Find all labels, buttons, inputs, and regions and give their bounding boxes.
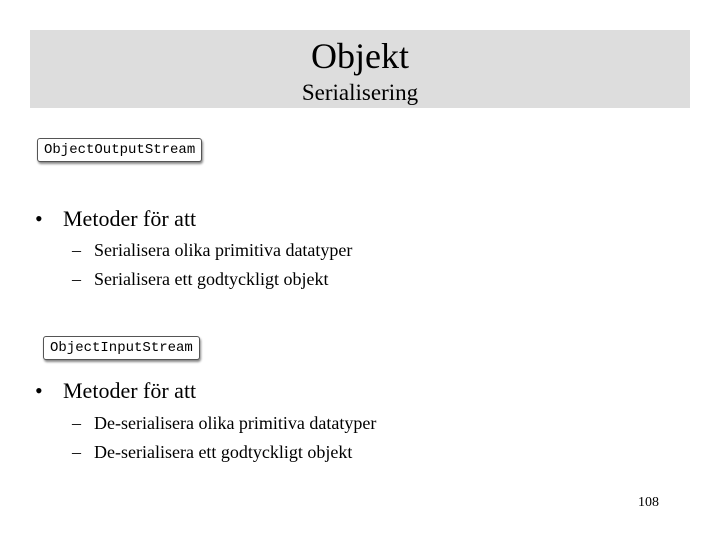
sub-item bbox=[72, 239, 352, 261]
class-name-box-input: ObjectInputStream bbox=[43, 336, 200, 360]
dash-icon: – bbox=[72, 413, 81, 433]
sub-item bbox=[72, 412, 376, 434]
sub-item bbox=[72, 268, 328, 290]
bullet-icon: • bbox=[35, 206, 43, 231]
sub-item-text: Serialisera ett godtyckligt objekt bbox=[94, 269, 329, 289]
bullet-item bbox=[35, 206, 196, 232]
slide-header bbox=[30, 30, 690, 108]
bullet-text: Metoder för att bbox=[63, 206, 197, 231]
sub-item-text: De-serialisera olika primitiva datatyper bbox=[94, 413, 377, 433]
sub-item-text: De-serialisera ett godtyckligt objekt bbox=[94, 442, 353, 462]
page-number: 108 bbox=[638, 495, 659, 510]
dash-icon: – bbox=[72, 442, 81, 462]
slide-title: Objekt bbox=[311, 36, 409, 76]
slide-subtitle: Serialisering bbox=[301, 80, 419, 105]
sub-item bbox=[72, 441, 352, 463]
bullet-text: Metoder för att bbox=[63, 378, 197, 403]
dash-icon: – bbox=[72, 269, 81, 289]
bullet-item bbox=[35, 378, 196, 404]
class-name-box-output: ObjectOutputStream bbox=[37, 138, 202, 162]
bullet-icon: • bbox=[35, 378, 43, 403]
sub-item-text: Serialisera olika primitiva datatyper bbox=[94, 240, 353, 260]
dash-icon: – bbox=[72, 240, 81, 260]
